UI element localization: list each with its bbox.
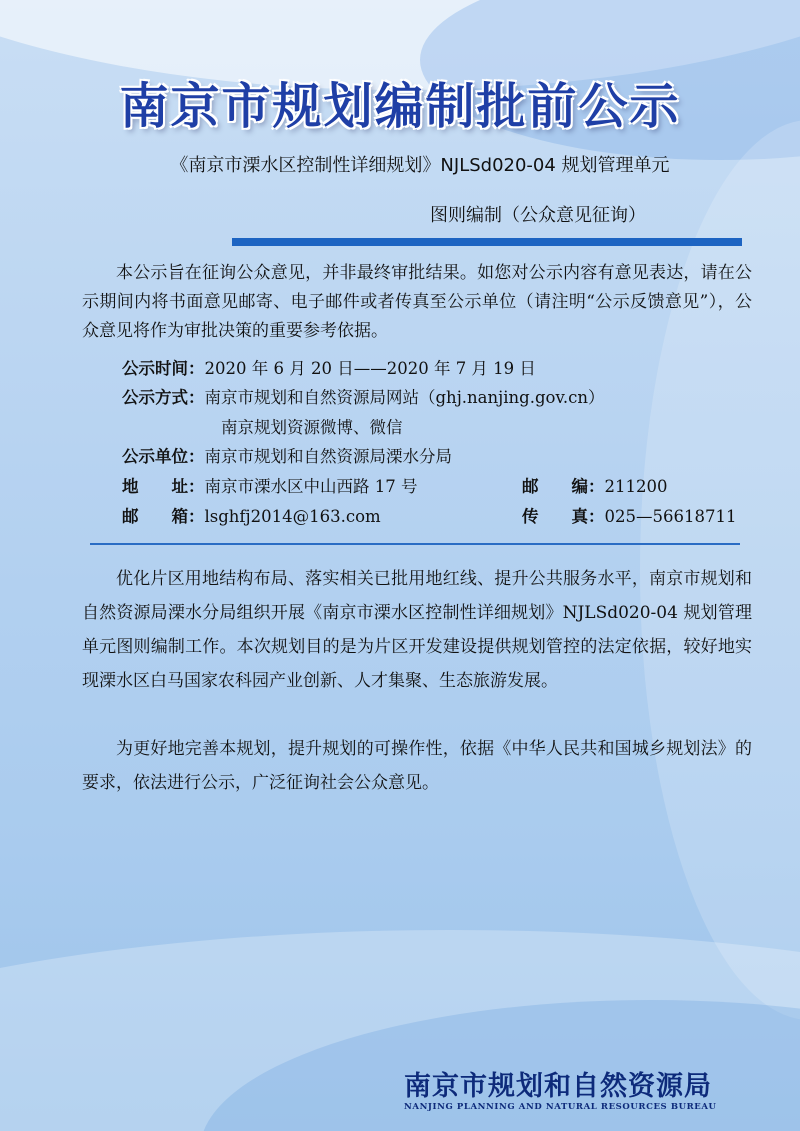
header-divider: [232, 238, 742, 246]
info-value: 2020 年 6 月 20 日——2020 年 7 月 19 日: [204, 359, 536, 378]
info-label: 公示单位：: [122, 447, 205, 466]
info-value: lsghfj2014@163.com: [204, 507, 381, 526]
section-divider: [90, 543, 740, 545]
info-label: 邮 箱：: [122, 507, 205, 526]
info-value: 211200: [604, 477, 668, 496]
page-title: 南京市规划编制批前公示: [119, 77, 681, 135]
subtitle-line-1: 《南京市溧水区控制性详细规划》NJLSd020-04 规划管理单元: [170, 155, 670, 176]
info-value: 南京市规划和自然资源局网站（ghj.nanjing.gov.cn）: [204, 388, 605, 407]
info-fax: [522, 503, 736, 527]
info-label: 地 址：: [122, 477, 205, 496]
info-value: 025—56618711: [604, 507, 737, 526]
info-label: 公示方式：: [122, 388, 205, 407]
subtitle-line-2: 图则编制（公众意见征询）: [430, 205, 646, 226]
info-value: 南京市规划和自然资源局溧水分局: [204, 447, 452, 466]
info-label: 传 真：: [522, 507, 605, 526]
info-label: 公示时间：: [122, 359, 205, 378]
intro-paragraph: 本公示旨在征询公众意见，并非最终审批结果。如您对公示内容有意见表达，请在公示期间内将书面意见邮寄、电子邮件或者传真至公示单位（请注明“公示反馈意见”），公众意见将作为审批决策的重要参考依据。: [82, 263, 752, 341]
info-address: [122, 473, 418, 497]
info-time: [122, 355, 536, 379]
info-unit: [122, 443, 452, 467]
bureau-logo-en: NANJING PLANNING AND NATURAL RESOURCES BUREAU: [404, 1102, 717, 1112]
info-postcode: [522, 473, 668, 497]
info-method: [122, 384, 604, 408]
body-paragraph-2: 为更好地完善本规划，提升规划的可操作性，依据《中华人民共和国城乡规划法》的要求，依法进行公示，广泛征询社会公众意见。: [82, 739, 752, 793]
info-email: [122, 503, 381, 527]
info-label: 邮 编：: [522, 477, 605, 496]
info-method-2: 南京规划资源微博、微信: [221, 418, 403, 437]
body-paragraph-1: 优化片区用地结构布局、落实相关已批用地红线、提升公共服务水平，南京市规划和自然资源局溧水分局组织开展《南京市溧水区控制性详细规划》NJLSd020-04 规划管理单元图则编制工作。本次规划目的是为片区开发建设提供规划管控的法定依据，较好地实现溧水区白马国家农科园产业创新、人才集聚、生态旅游发展。: [82, 569, 752, 691]
bureau-logo-cn: 南京市规划和自然资源局: [404, 1071, 712, 1102]
info-value: 南京市溧水区中山西路 17 号: [204, 477, 418, 496]
